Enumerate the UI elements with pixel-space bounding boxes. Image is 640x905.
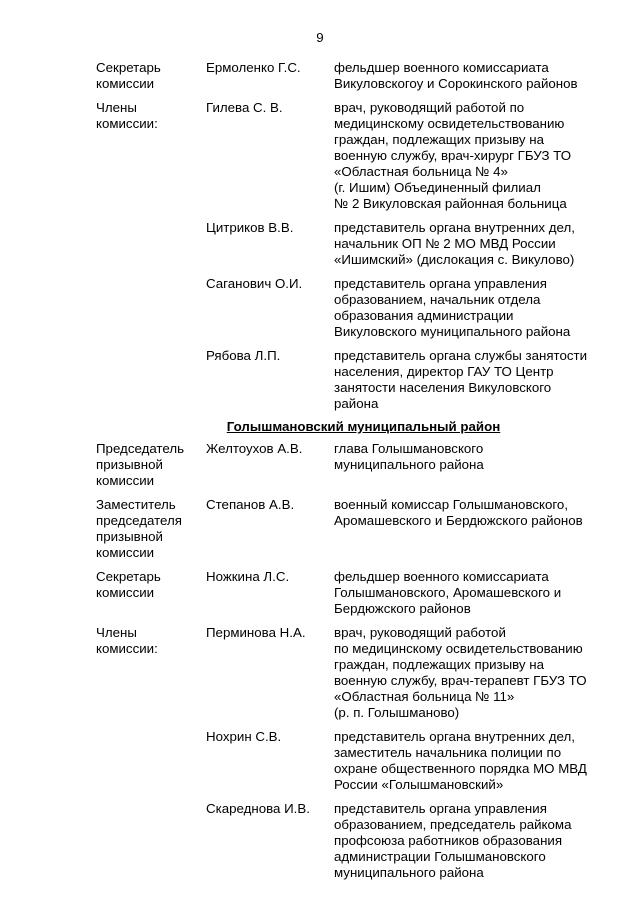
member-role — [96, 348, 206, 412]
member-description — [334, 625, 616, 721]
member-description-line: заместитель начальника полиции по — [334, 745, 562, 760]
member-description-line: занятости населения Викуловского — [334, 380, 552, 395]
member-role-line: комиссии — [96, 545, 155, 560]
member-role-line: Секретарь — [96, 60, 161, 75]
member-row — [96, 220, 616, 268]
member-row — [96, 60, 616, 92]
member-description-line: «Областная больница № 11» — [334, 689, 515, 704]
member-role-line: Председатель — [96, 441, 185, 456]
member-role — [96, 100, 206, 212]
member-description — [334, 441, 616, 489]
member-row — [96, 625, 616, 721]
row-spacer — [96, 340, 616, 348]
golyshmanovo-commission-block — [96, 441, 616, 881]
member-description — [334, 497, 616, 561]
member-description-line: Аромашевского и Бердюжского районов — [334, 513, 583, 528]
member-description-line: Голышмановского, Аромашевского и — [334, 585, 562, 600]
member-role-line: председателя — [96, 513, 182, 528]
member-description-line: охране общественного порядка МО МВД — [334, 761, 587, 776]
member-description-line: муниципального района — [334, 457, 484, 472]
row-spacer — [96, 617, 616, 625]
member-description-line: представитель органа внутренних дел, — [334, 220, 575, 235]
member-description-line: представитель органа управления — [334, 801, 547, 816]
member-description — [334, 729, 616, 793]
row-spacer — [96, 212, 616, 220]
member-description-line: образования администрации — [334, 308, 514, 323]
member-role-line: призывной — [96, 457, 163, 472]
member-description-line: фельдшер военного комиссариата — [334, 569, 549, 584]
member-role-line: Заместитель — [96, 497, 176, 512]
member-row — [96, 729, 616, 793]
member-description-line: фельдшер военного комиссариата — [334, 60, 549, 75]
member-row — [96, 276, 616, 340]
row-spacer — [96, 793, 616, 801]
member-row — [96, 348, 616, 412]
member-description-line: (р. п. Голышманово) — [334, 705, 460, 720]
member-role — [96, 569, 206, 617]
member-name: Рябова Л.П. — [206, 348, 281, 363]
member-description-line: военную службу, врач-терапевт ГБУЗ ТО — [334, 673, 587, 688]
member-role-line: комиссии: — [96, 116, 158, 131]
member-role — [96, 729, 206, 793]
row-spacer — [96, 561, 616, 569]
member-name: Желтоухов А.В. — [206, 441, 303, 456]
member-name: Скареднова И.В. — [206, 801, 310, 816]
member-description-line: военную службу, врач-хирург ГБУЗ ТО — [334, 148, 572, 163]
member-description — [334, 348, 616, 412]
member-name: Ножкина Л.С. — [206, 569, 290, 584]
member-description-line: Викуловскогоу и Сорокинского районов — [334, 76, 578, 91]
member-role — [96, 497, 206, 561]
member-description-line: медицинскому освидетельствованию — [334, 116, 565, 131]
member-description — [334, 801, 616, 881]
member-role — [96, 60, 206, 92]
member-role-line: комиссии — [96, 585, 155, 600]
member-description-line: представитель органа службы занятости — [334, 348, 588, 363]
commission-list — [96, 60, 616, 881]
member-description-line: профсоюза работников образования — [334, 833, 563, 848]
member-role-line: комиссии: — [96, 641, 158, 656]
member-row — [96, 100, 616, 212]
member-role — [96, 220, 206, 268]
member-description-line: района — [334, 396, 379, 411]
member-description-line: № 2 Викуловская районная больница — [334, 196, 567, 211]
member-description-line: «Областная больница № 4» — [334, 164, 508, 179]
row-spacer — [96, 268, 616, 276]
member-role-line: Секретарь — [96, 569, 161, 584]
member-role-line: призывной — [96, 529, 163, 544]
member-description — [334, 220, 616, 268]
member-role — [96, 625, 206, 721]
member-description-line: врач, руководящий работой по — [334, 100, 525, 115]
row-spacer — [96, 489, 616, 497]
member-role-line: Члены — [96, 100, 137, 115]
member-description-line: представитель органа внутренних дел, — [334, 729, 575, 744]
member-description-line: врач, руководящий работой — [334, 625, 506, 640]
member-description-line: военный комиссар Голышмановского, — [334, 497, 569, 512]
member-description-line: по медицинскому освидетельствованию — [334, 641, 583, 656]
page-number: 9 — [316, 30, 324, 45]
member-name: Нохрин С.В. — [206, 729, 282, 744]
member-description-line: «Ишимский» (дислокация с. Викулово) — [334, 252, 575, 267]
member-description-line: администрации Голышмановского — [334, 849, 546, 864]
member-role-line: Члены — [96, 625, 137, 640]
row-spacer — [96, 92, 616, 100]
member-name: Перминова Н.А. — [206, 625, 306, 640]
member-description-line: граждан, подлежащих призыву на — [334, 657, 545, 672]
member-role — [96, 441, 206, 489]
member-description-line: представитель органа управления — [334, 276, 547, 291]
member-description — [334, 276, 616, 340]
member-role — [96, 276, 206, 340]
member-description-line: образованием, начальник отдела — [334, 292, 541, 307]
member-name: Саганович О.И. — [206, 276, 303, 291]
member-description-line: Викуловского муниципального района — [334, 324, 571, 339]
member-name: Гилева С. В. — [206, 100, 283, 115]
member-description-line: Бердюжского районов — [334, 601, 471, 616]
member-description-line: образованием, председатель райкома — [334, 817, 572, 832]
section-title-golyshmanovo: Голышмановский муниципальный район — [226, 419, 501, 434]
member-description-line: начальник ОП № 2 МО МВД России — [334, 236, 556, 251]
member-description — [334, 60, 616, 92]
member-row — [96, 801, 616, 881]
member-description-line: граждан, подлежащих призыву на — [334, 132, 545, 147]
member-role-line: комиссии — [96, 76, 155, 91]
member-description-line: глава Голышмановского — [334, 441, 484, 456]
member-row — [96, 441, 616, 489]
member-role — [96, 801, 206, 881]
member-description — [334, 569, 616, 617]
member-name: Цитриков В.В. — [206, 220, 294, 235]
row-spacer — [96, 721, 616, 729]
member-description-line: муниципального района — [334, 865, 484, 880]
member-role-line: комиссии — [96, 473, 155, 488]
member-row — [96, 497, 616, 561]
member-row — [96, 569, 616, 617]
member-description-line: населения, директор ГАУ ТО Центр — [334, 364, 554, 379]
vikulovo-commission-block — [96, 60, 616, 412]
member-name: Ермоленко Г.С. — [206, 60, 301, 75]
member-name: Степанов А.В. — [206, 497, 295, 512]
member-description — [334, 100, 616, 212]
member-description-line: (г. Ишим) Объединенный филиал — [334, 180, 541, 195]
member-description-line: России «Голышмановский» — [334, 777, 504, 792]
